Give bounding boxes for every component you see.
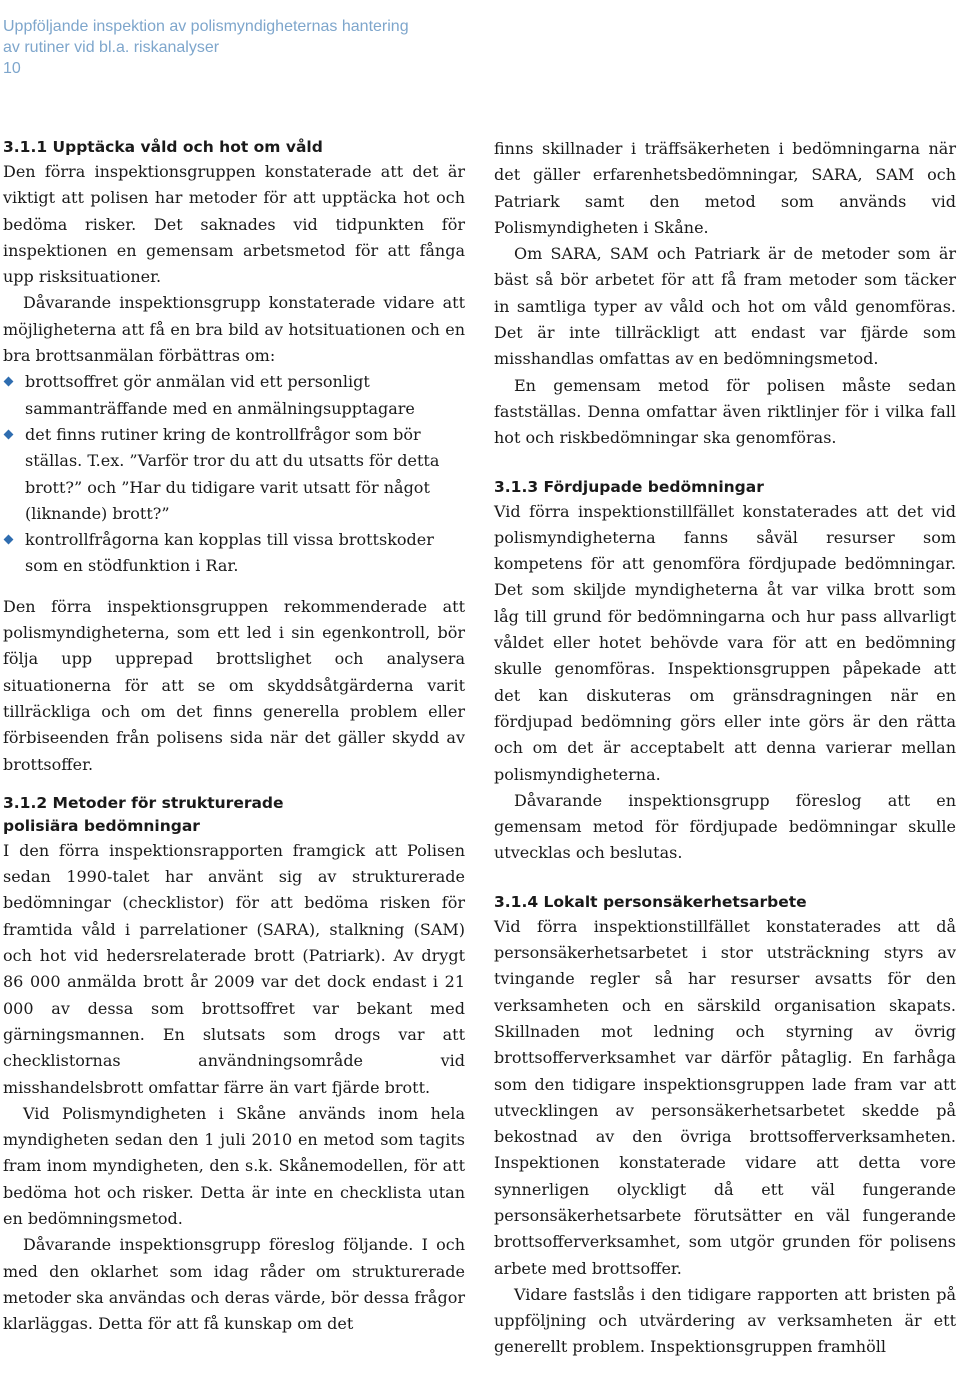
paragraph: Vid Polismyndigheten i Skåne används inom hela myndigheten sedan den 1 juli 2010 en metod som tagits fram inom myndigheten, den s.k. Skånemodellen, för att bedöma hot och risker. Detta är inte en checklista utan en bedömningsmetod. <box>3 1103 465 1228</box>
paragraph: Vid förra inspektionstillfället konstaterades att det vid polismyndigheterna fanns såväl resurser som kompetens för att genomföra fördjupade bedömningar. Det som skiljde myndigheterna åt var vilka brott som låg till grund för bedömningarna och hur pass allvarligt våldet eller hotet behövde vara för att en bedömning skulle genomföras. Inspektionsgruppen påpekade att det kan diskuteras om gränsdragningen när en fördjupad bedömning görs eller inte görs är den rätta och om det är acceptabelt att denna varierar mellan polismyndigheterna. <box>494 501 956 784</box>
paragraph: finns skillnader i träffsäkerheten i bedömningarna när det gäller erfarenhetsbedömningar, SARA, SAM och Patriark samt den metod som används vid Polismyndigheten i Skåne. <box>494 139 956 237</box>
paragraph: I den förra inspektionsrapporten framgick att Polisen sedan 1990-talet har använt sig av strukturerade bedömningar (checklistor) för att bedöma risken för framtida våld i parrelationer (SARA), stalkning (SAM) och hot vid hedersrelaterade brott (Patriark). Av drygt 86 000 anmälda brott år 2009 var det dock endast i 21 000 av dessa som brottsoffret var bekant med gärningsmannen. En slutsats som drogs var att checklistornas användningsområde vid misshandelsbrott omfattar färre än vart fjärde brott. <box>3 840 465 1097</box>
list-item: det finns rutiner kring de kontrollfrågor som bör ställas. T.ex. ”Varför tror du att du utsatts för detta brott?” och ”Har du tidigare varit utsatt för något (liknande) brott?” <box>3 422 465 527</box>
running-header <box>3 16 443 79</box>
paragraph: Den förra inspektionsgruppen konstaterade att det är viktigt att polisen har metoder för att upptäcka hot och bedöma risker. Det saknades vid tidpunkten för inspektionen en gemensam arbetsmetod för att fånga upp risksituationer. <box>3 162 465 287</box>
diamond-bullet-icon <box>4 377 14 387</box>
paragraph: En gemensam metod för polisen måste sedan fastställas. Denna omfattar även riktlinjer för i vilka fall hot och riskbedömningar ska genomföras. <box>494 375 956 448</box>
diamond-bullet-icon <box>4 430 14 440</box>
list-item: brottsoffret gör anmälan vid ett personligt sammanträffande med en anmälningsupptagare <box>3 369 465 422</box>
paragraph: Dåvarande inspektionsgrupp föreslog följande. I och med den oklarhet som idag råder om strukturerade metoder ska användas och deras värde, bör dessa frågor klarläggas. Detta för att få kunskap om det <box>3 1235 465 1334</box>
bullet-list <box>3 369 465 579</box>
paragraph: Om SARA, SAM och Patriark är de metoder som är bäst så bör arbetet för att få fram metoder som täcker in samtliga typer av våld och hot om våld genomföras. Det är inte tillräckligt att endast var fjärde som misshandlas omfattas av en bedömningsmetod. <box>494 244 956 369</box>
paragraph: Vid förra inspektionstillfället konstaterades att då personsäkerhetsarbetet i stor utsträckning styrs av tvingande regler så har resurser avsatts för den verksamheten och en särskild organisation skapats. Skillnaden mot ledning och styrning av övrig brottsofferverksamhet var därför påtaglig. En farhåga som den tidigare inspektionsgruppen lade fram var att utvecklingen av personsäkerhetsarbetet skedde på bekostnad av den övriga brottsofferverksamheten. Inspektionen konstaterade vidare att detta vore synnerligen olyckligt då ett väl fungerande personsäkerhetsarbete förutsätter en väl fungerande brottsofferverksamhet, som utgör grunden för polisens arbete med brottsoffer. <box>494 916 956 1278</box>
header-title-line2: av rutiner vid bl.a. riskanalyser <box>3 39 220 56</box>
header-title-line1: Uppföljande inspektion av polismyndigheternas hantering <box>3 18 409 35</box>
right-column <box>494 136 956 1361</box>
section-heading-313: 3.1.3 Fördjupade bedömningar <box>494 477 764 496</box>
section-heading-314: 3.1.4 Lokalt personsäkerhetsarbete <box>494 892 807 911</box>
left-column <box>3 136 465 1337</box>
paragraph: Dåvarande inspektionsgrupp konstaterade vidare att möjligheterna att få en bra bild av hotsituationen och en bra brottsanmälan förbättras om: <box>3 293 465 366</box>
paragraph: Vidare fastslås i den tidigare rapporten att bristen på uppföljning och utvärdering av verksamheten är ett generellt problem. Inspektionsgruppen framhöll <box>494 1284 956 1357</box>
paragraph: Den förra inspektionsgruppen rekommenderade att polismyndigheterna, som ett led i sin egenkontroll, bör följa upp upprepad brottslighet och analysera situationerna för att se om skyddsåtgärderna varit tillräckliga och om det finns generella problem eller förbiseenden från polisens sida när det gäller skydd av brottsoffer. <box>3 596 465 774</box>
list-item: kontrollfrågorna kan kopplas till vissa brottskoder som en stödfunktion i Rar. <box>3 527 465 580</box>
page-number: 10 <box>3 60 21 77</box>
section-heading-311: 3.1.1 Upptäcka våld och hot om våld <box>3 138 323 156</box>
section-heading-312: 3.1.2 Metoder för strukturerade polisiära bedömningar <box>3 793 284 835</box>
paragraph: Dåvarande inspektionsgrupp föreslog att en gemensam metod för fördjupade bedömningar skulle utvecklas och beslutas. <box>494 790 956 863</box>
diamond-bullet-icon <box>4 535 14 545</box>
